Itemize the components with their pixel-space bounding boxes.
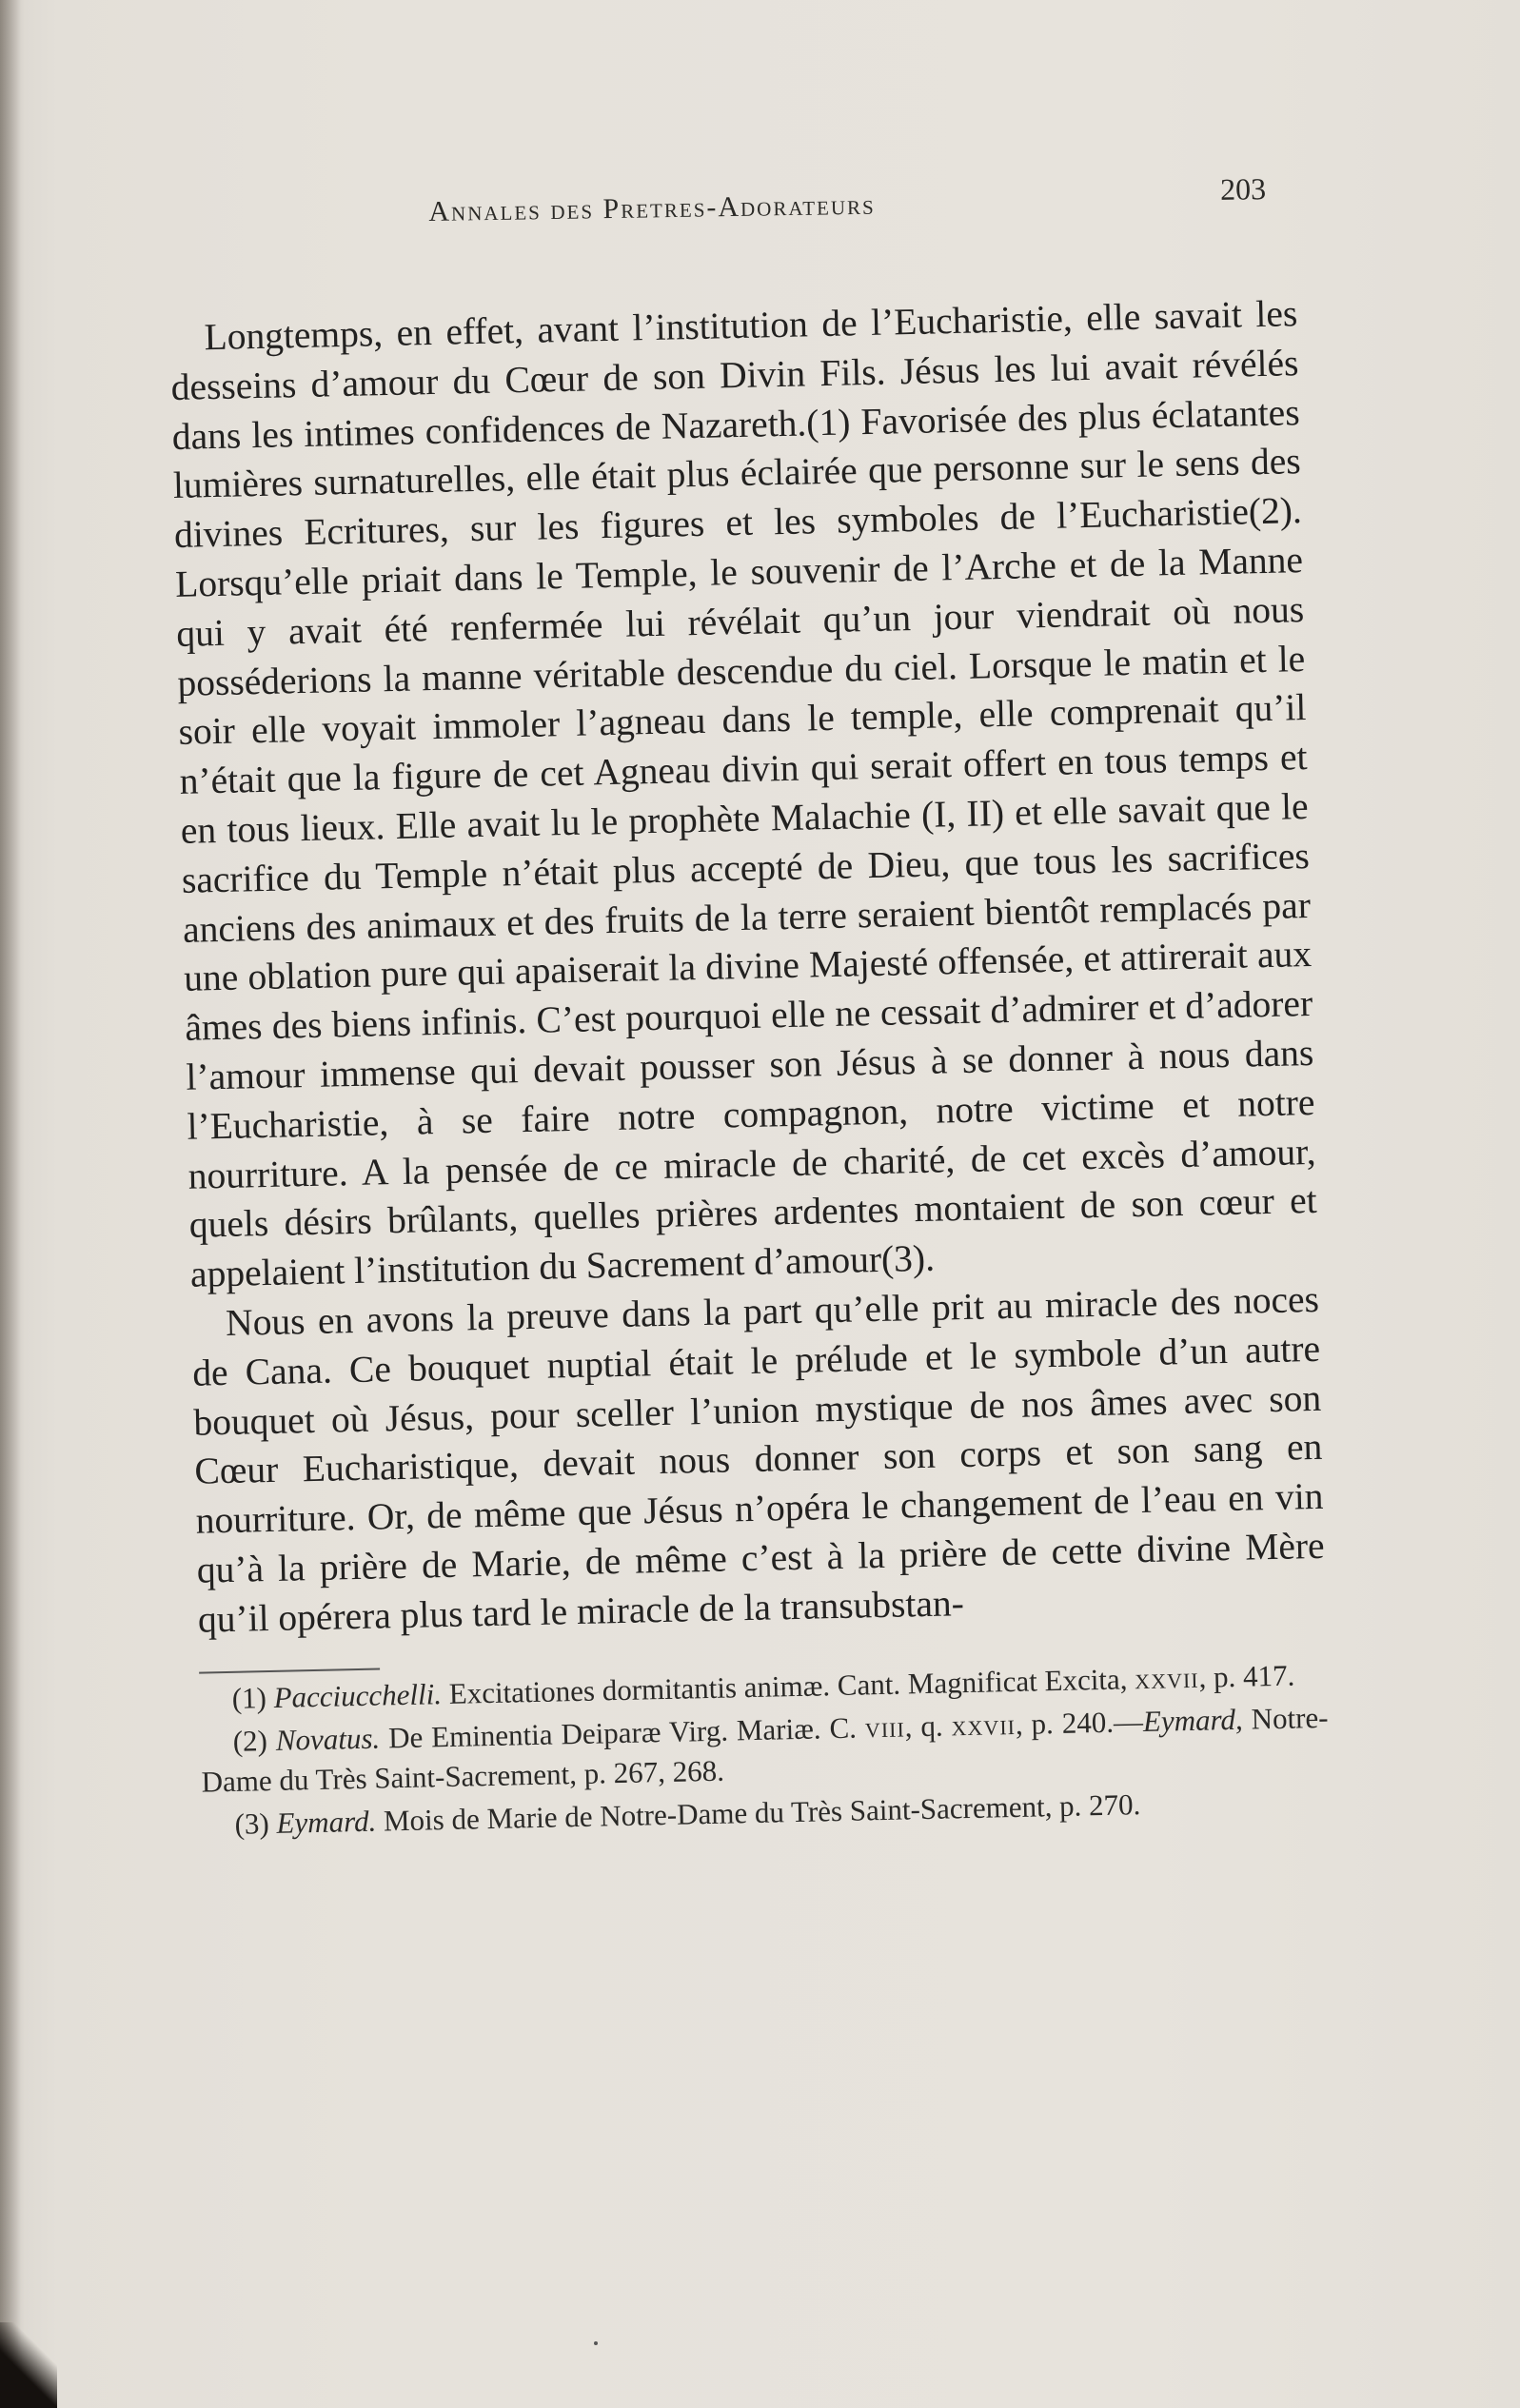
body-text (169, 289, 1326, 1645)
footnote-roman: xxvii (1134, 1660, 1199, 1695)
footnote-marker: (3) (234, 1806, 270, 1841)
footnote-marker: (1) (231, 1680, 267, 1715)
running-head: Annales des Pretres-Adorateurs (428, 188, 876, 227)
footnote-marker: (2) (232, 1723, 268, 1758)
footnote-text: , p. 240.— (1015, 1704, 1144, 1741)
page-corner-shadow (0, 2322, 57, 2408)
footnote-rule (199, 1668, 380, 1673)
footnote-roman: viii (864, 1709, 906, 1744)
page-header (428, 171, 1286, 247)
footnote-text: Notre-Dame du Très Saint-Sacrement, p. 267, 268. (201, 1700, 1329, 1799)
footnote-author: Novatus. (275, 1721, 381, 1757)
footnote-text: Excitationes dormitantis animæ. Cant. Magnificat Excita, (448, 1661, 1128, 1710)
footnote-text: Mois de Marie de Notre-Dame du Très Saint-Sacrement, p. 270. (383, 1786, 1141, 1837)
footnotes (199, 1654, 1331, 1845)
footnote-text: , p. 417. (1198, 1658, 1295, 1694)
speck (594, 2341, 598, 2345)
page-number: 203 (1219, 171, 1267, 207)
spine-shadow (0, 0, 21, 2408)
footnote-text: De Eminentia Deiparæ Virg. Mariæ. C. (387, 1710, 858, 1754)
paragraph: Nous en avons la preuve dans la part qu’elle prit au miracle des noces de Cana. Ce bouquet nuptial était le prélude et le symbole d’un autre bouquet où Jésus, pour sceller l’union mystique de nos âmes avec son Cœur Eucharistique, devait nous donner son corps et son sang en nourriture. Or, de même que Jésus n’opéra le changement de l’eau en vin qu’à la prière de Marie, de même c’est à la prière de cette divine Mère qu’il opérera plus tard le miracle de la transubstan- (191, 1277, 1325, 1641)
text-block (169, 289, 1331, 1847)
footnote-text: , q. (904, 1708, 943, 1744)
footnote-author: Pacciucchelli. (273, 1676, 443, 1714)
footnote-author: Eymard. (276, 1804, 377, 1840)
paragraph: Longtemps, en effet, avant l’institution de l’Eucharistie, elle savait les desseins d’amour du Cœur de son Divin Fils. Jésus les lui avait révélés dans les intimes confidences de Nazareth.(1) Favorisée des plus éclatantes lumières surnaturelles, elle était plus éclairée que personne sur le sens des divines Ecritures, sur les figures et les symboles de l’Eucharistie(2). Lorsqu’elle priait dans le Temple, le souvenir de l’Arche et de la Manne qui y avait été renfermée lui révélait qu’un jour viendrait où nous posséderions la manne véritable descendue du ciel. Lorsque le matin et le soir elle voyait immoler l’agneau dans le temple, elle comprenait qu’il n’était que la figure de cet Agneau divin qui serait offert en tous temps et en tous lieux. Elle avait lu le prophète Malachie (I, II) et elle savait que le sacrifice du Temple n’était plus accepté de Dieu, que tous les sacrifices anciens des animaux et des fruits de la terre seraient bientôt remplacés par une oblation pure qui apaiserait la divine Majesté offensée, et attirerait aux âmes des biens infinis. C’est pourquoi elle ne cessait d’admirer et d’adorer l’amour immense qui devait pousser son Jésus à se donner à nous dans l’Eucharistie, à se faire notre compagnon, notre victime et notre nourriture. A la pensée de ce miracle de charité, de cet excès d’amour, quels désirs brûlants, quelles prières ardentes montaient de son cœur et appelaient l’institution du Sacrement d’amour(3). (170, 292, 1318, 1295)
footnote-roman: xxvii (951, 1707, 1017, 1742)
footnote-author: Eymard, (1142, 1702, 1244, 1738)
